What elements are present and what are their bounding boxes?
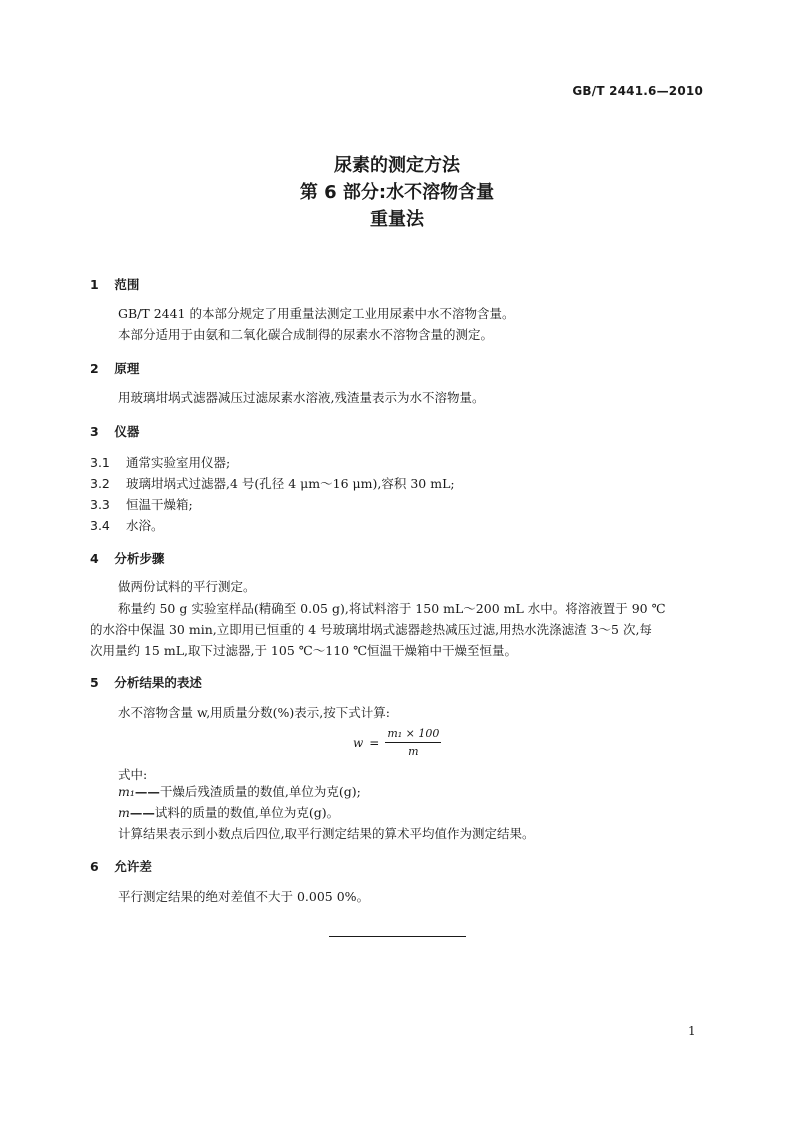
variable-definition [118, 802, 339, 823]
item-number: 3.2 [90, 476, 110, 491]
item-text: 通常实验室用仪器; [126, 455, 231, 470]
section-4-paragraph-2-line-2: 的水浴中保温 30 min,立即用已恒重的 4 号玻璃坩埚式滤器趁热减压过滤,用热水洗涤滤渣 3～5 次,每 [90, 622, 652, 637]
section-6-paragraph-1: 平行测定结果的绝对差值不大于 0.005 0%。 [118, 889, 370, 904]
item-number: 3.1 [90, 455, 110, 470]
section-5-heading [90, 673, 202, 691]
section-2-paragraph-1: 用玻璃坩埚式滤器减压过滤尿素水溶液,残渣量表示为水不溶物量。 [118, 390, 485, 405]
section-3-heading [90, 422, 139, 440]
section-number: 3 [90, 424, 99, 439]
definition-text: 干燥后残渣质量的数值,单位为克(g); [159, 784, 361, 799]
title-line-1: 尿素的测定方法 [334, 155, 460, 176]
formula [353, 727, 441, 758]
formula-lhs: w [353, 735, 364, 750]
list-item [90, 453, 230, 471]
item-text: 恒温干燥箱; [126, 497, 193, 512]
definition-dash: —— [134, 784, 160, 799]
item-number: 3.3 [90, 497, 110, 512]
section-number: 5 [90, 675, 99, 690]
list-item [90, 495, 193, 513]
definition-text: 试料的质量的数值,单位为克(g)。 [154, 805, 340, 820]
section-title: 原理 [114, 361, 140, 376]
formula-numerator: m₁ × 100 [385, 727, 441, 743]
list-item [90, 474, 455, 492]
section-4-paragraph-1: 做两份试料的平行测定。 [118, 579, 256, 594]
end-rule [329, 936, 466, 937]
formula-fraction [385, 727, 441, 758]
section-title: 范围 [114, 277, 140, 292]
section-5-result-note: 计算结果表示到小数点后四位,取平行测定结果的算术平均值作为测定结果。 [118, 826, 535, 841]
section-number: 1 [90, 277, 99, 292]
section-4-paragraph-2-line-1: 称量约 50 g 实验室样品(精确至 0.05 g),将试料溶于 150 mL～200 mL 水中。将溶液置于 90 ℃ [118, 601, 666, 616]
item-text: 玻璃坩埚式过滤器,4 号(孔径 4 μm～16 μm),容积 30 mL; [126, 476, 455, 491]
page-number: 1 [688, 1024, 696, 1038]
section-6-heading [90, 857, 152, 875]
section-number: 6 [90, 859, 99, 874]
section-1-paragraph-1: GB/T 2441 的本部分规定了用重量法测定工业用尿素中水不溶物含量。 [118, 306, 515, 321]
section-title: 分析步骤 [114, 551, 165, 566]
variable-definition [118, 781, 361, 802]
section-number: 4 [90, 551, 99, 566]
section-title: 仪器 [114, 424, 140, 439]
formula-equals: = [369, 735, 380, 750]
section-1-paragraph-2: 本部分适用于由氨和二氧化碳合成制得的尿素水不溶物含量的测定。 [118, 327, 494, 342]
section-title: 允许差 [114, 859, 152, 874]
section-number: 2 [90, 361, 99, 376]
document-title [0, 152, 794, 233]
section-5-where: 式中: [118, 767, 148, 782]
list-item [90, 516, 164, 534]
section-2-heading [90, 359, 139, 377]
variable-symbol: m₁ [118, 784, 135, 799]
section-title: 分析结果的表述 [114, 675, 202, 690]
formula-denominator: m [408, 745, 419, 758]
title-line-2: 第 6 部分:水不溶物含量 [299, 182, 495, 203]
variable-symbol: m [118, 805, 130, 820]
title-line-3: 重量法 [370, 209, 424, 230]
definition-dash: —— [129, 805, 155, 820]
section-1-heading [90, 275, 139, 293]
item-text: 水浴。 [126, 518, 164, 533]
standard-code: GB/T 2441.6—2010 [572, 84, 703, 98]
section-5-intro: 水不溶物含量 w,用质量分数(%)表示,按下式计算: [118, 705, 390, 720]
item-number: 3.4 [90, 518, 110, 533]
section-4-heading [90, 549, 164, 567]
section-4-paragraph-2-line-3: 次用量约 15 mL,取下过滤器,于 105 ℃～110 ℃恒温干燥箱中干燥至恒量。 [90, 643, 518, 658]
